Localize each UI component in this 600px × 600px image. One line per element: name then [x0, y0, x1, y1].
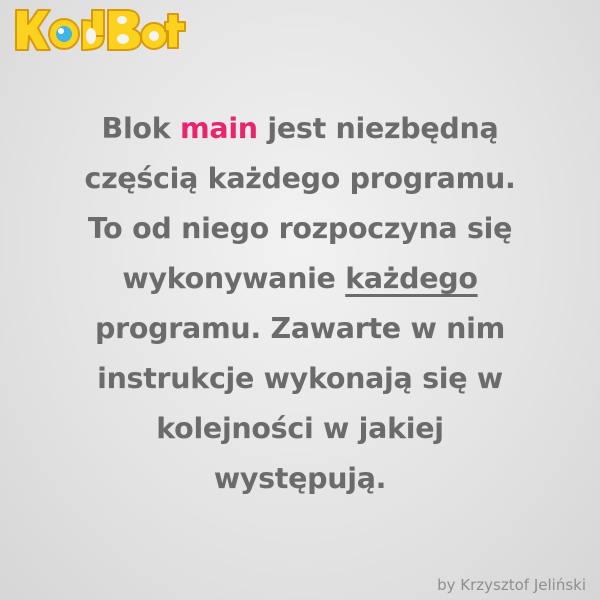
message-line-7: kolejności w jakiej: [156, 412, 444, 445]
message-line-1: Blok main jest niezbędną: [101, 112, 499, 145]
message-line-2: częścią każdego programu.: [84, 162, 516, 195]
main-block-message: [30, 104, 570, 504]
kodbot-logo-graphic: [8, 2, 188, 62]
message-line-5: programu. Zawarte w nim: [95, 312, 505, 345]
message-line-4: wykonywanie każdego: [122, 262, 478, 295]
message-line-8: występują.: [213, 462, 387, 495]
message-line-3: To od niego rozpoczyna się: [87, 212, 513, 245]
keyword-main: main: [179, 112, 258, 145]
underlined-word: każdego: [345, 262, 478, 295]
author-credit: by Krzysztof Jeliński: [437, 576, 586, 594]
kodbot-logo: [8, 2, 188, 62]
message-line-6: instrukcje wykonają się w: [97, 362, 503, 395]
